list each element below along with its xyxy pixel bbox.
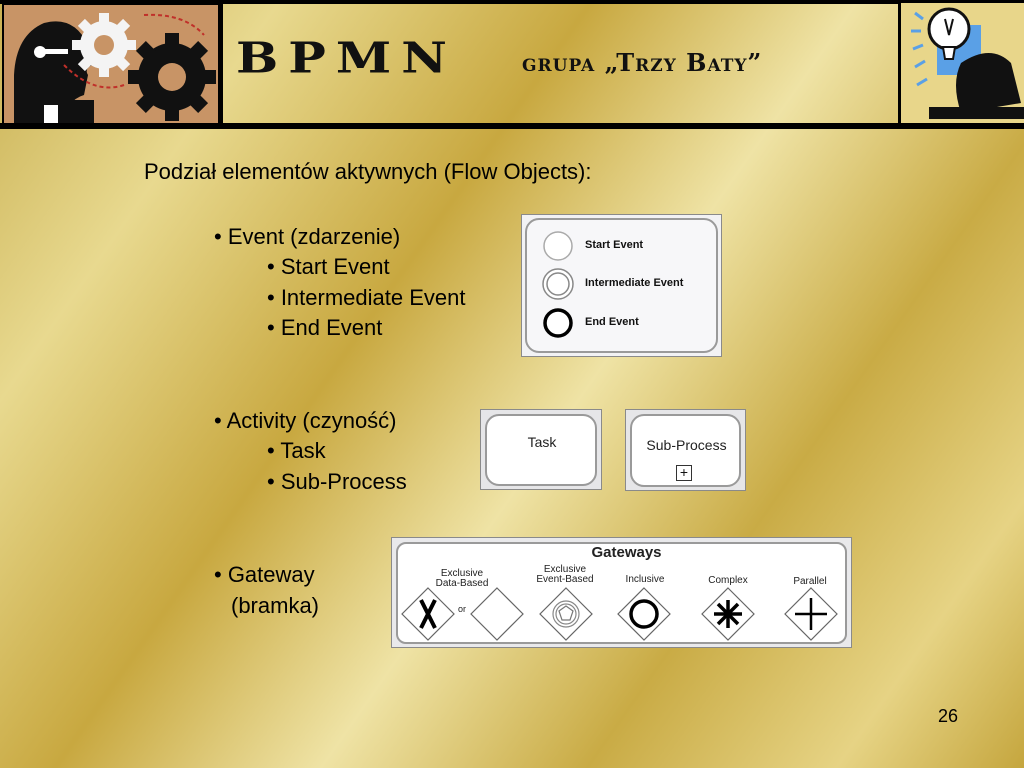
event-based-gateway-icon: [540, 588, 592, 640]
slide-header: [0, 0, 1024, 130]
header-bottom-line: [0, 123, 1024, 129]
exclusive-event-label-2: Event-Based: [536, 574, 594, 585]
lightbulb-idea-clipart: [898, 3, 1024, 125]
intermediate-event-label: Intermediate Event: [585, 277, 684, 289]
slide-subtitle: grupa „Trzy Baty”: [522, 48, 763, 77]
exclusive-data-label-2: Data-Based: [435, 578, 489, 589]
task-diagram: [480, 409, 602, 490]
complex-label: Complex: [708, 575, 748, 586]
activity-item-task: • Task: [267, 438, 326, 463]
header-divider: [219, 0, 223, 129]
parallel-label: Parallel: [793, 576, 827, 587]
inclusive-label: Inclusive: [625, 574, 665, 585]
gateways-diagram: [391, 537, 852, 648]
subprocess-label: Sub-Process: [646, 437, 727, 453]
subprocess-diagram: [625, 409, 746, 491]
exclusive-data-label-1: Exclusive: [440, 568, 484, 579]
page-number: 26: [938, 706, 959, 726]
event-heading: • Event (zdarzenie): [214, 224, 401, 249]
intro-text: Podział elementów aktywnych (Flow Objects):: [144, 159, 592, 184]
event-item-start: • Start Event: [267, 254, 390, 279]
task-label: Task: [527, 434, 557, 450]
slide-title: BPMN: [236, 32, 457, 83]
gears-head-clipart: [2, 3, 220, 125]
inclusive-gateway-icon: [618, 588, 670, 640]
gateway-heading: • Gateway: [214, 562, 315, 587]
activity-heading: • Activity (czyność): [214, 408, 397, 433]
task-shape: [485, 414, 597, 486]
event-item-end: • End Event: [267, 315, 383, 340]
event-item-intermediate: • Intermediate Event: [267, 285, 466, 310]
collapsed-marker-icon: +: [676, 465, 692, 481]
end-event-circle-icon: [545, 310, 571, 336]
end-event-label: End Event: [585, 316, 639, 328]
exclusive-event-label-1: Exclusive: [543, 564, 587, 575]
exclusive-empty-gateway-icon: [471, 588, 523, 640]
event-diagram: [521, 214, 722, 357]
start-event-label: Start Event: [585, 239, 644, 251]
activity-item-subprocess: • Sub-Process: [267, 469, 407, 494]
start-event-circle-icon: [544, 232, 572, 260]
gateway-heading-translation: (bramka): [231, 593, 320, 618]
or-label: or: [457, 604, 466, 614]
gateways-title: Gateways: [591, 544, 662, 561]
